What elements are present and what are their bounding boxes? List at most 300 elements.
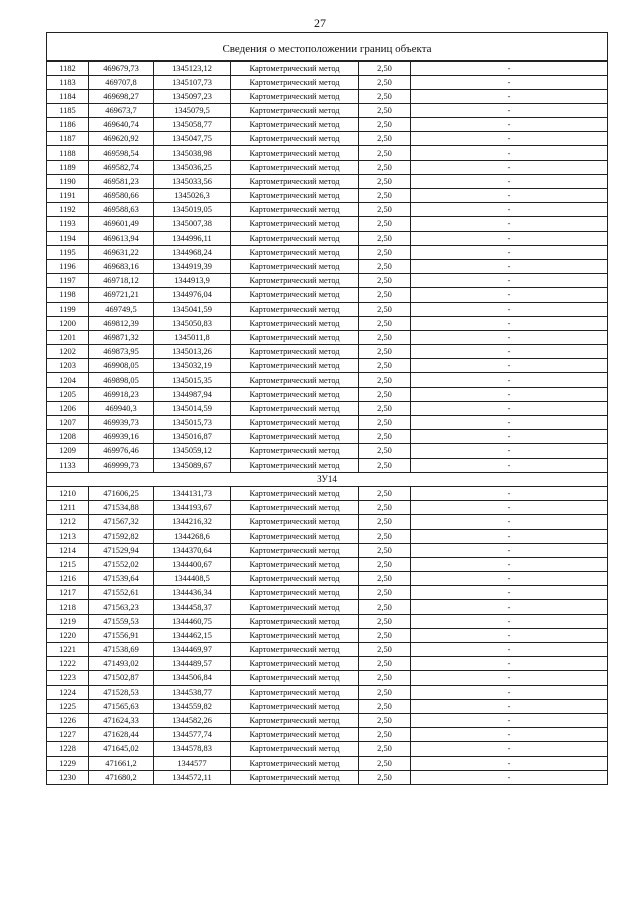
cell-method: Картометрический метод [231,444,359,458]
cell-description: - [411,75,608,89]
cell-point-number: 1224 [47,685,89,699]
cell-point-number: 1226 [47,713,89,727]
cell-method: Картометрический метод [231,288,359,302]
cell-method: Картометрический метод [231,430,359,444]
cell-coord-y: 1345026,3 [154,189,231,203]
cell-method: Картометрический метод [231,118,359,132]
cell-description: - [411,373,608,387]
cell-coord-x: 471528,53 [89,685,154,699]
cell-coord-y: 1344131,73 [154,486,231,500]
cell-point-number: 1199 [47,302,89,316]
cell-description: - [411,387,608,401]
table-row [47,401,608,415]
cell-method: Картометрический метод [231,728,359,742]
cell-accuracy: 2,50 [359,557,411,571]
cell-point-number: 1204 [47,373,89,387]
cell-accuracy: 2,50 [359,288,411,302]
table-title-row [47,33,608,61]
cell-description: - [411,671,608,685]
cell-description: - [411,103,608,117]
cell-point-number: 1202 [47,345,89,359]
section-row [47,472,608,486]
table-row [47,302,608,316]
cell-accuracy: 2,50 [359,586,411,600]
cell-point-number: 1201 [47,330,89,344]
cell-description: - [411,501,608,515]
cell-point-number: 1205 [47,387,89,401]
cell-description: - [411,245,608,259]
cell-description: - [411,643,608,657]
cell-coord-y: 1344913,9 [154,274,231,288]
cell-description: - [411,657,608,671]
cell-coord-y: 1344578,83 [154,742,231,756]
cell-coord-x: 471493,02 [89,657,154,671]
cell-accuracy: 2,50 [359,75,411,89]
cell-description: - [411,458,608,472]
cell-description: - [411,728,608,742]
table-row [47,217,608,231]
table-row [47,628,608,642]
cell-point-number: 1195 [47,245,89,259]
table-row [47,189,608,203]
cell-method: Картометрический метод [231,600,359,614]
cell-coord-y: 1345058,77 [154,118,231,132]
cell-coord-y: 1345013,26 [154,345,231,359]
cell-point-number: 1229 [47,756,89,770]
table-row [47,486,608,500]
cell-description: - [411,685,608,699]
cell-point-number: 1203 [47,359,89,373]
table-title: Сведения о местоположении границ объекта [222,42,432,55]
cell-description: - [411,89,608,103]
cell-accuracy: 2,50 [359,217,411,231]
cell-coord-x: 469721,21 [89,288,154,302]
cell-coord-y: 1345015,35 [154,373,231,387]
cell-method: Картометрический метод [231,699,359,713]
cell-accuracy: 2,50 [359,302,411,316]
cell-point-number: 1198 [47,288,89,302]
cell-accuracy: 2,50 [359,699,411,713]
cell-method: Картометрический метод [231,103,359,117]
cell-coord-y: 1345047,75 [154,132,231,146]
cell-accuracy: 2,50 [359,671,411,685]
cell-coord-x: 469640,74 [89,118,154,132]
cell-coord-y: 1344436,34 [154,586,231,600]
cell-coord-x: 469718,12 [89,274,154,288]
cell-point-number: 1221 [47,643,89,657]
cell-description: - [411,572,608,586]
cell-point-number: 1207 [47,416,89,430]
cell-coord-x: 469871,32 [89,330,154,344]
table-row [47,742,608,756]
table-row [47,61,608,76]
table-row [47,529,608,543]
cell-accuracy: 2,50 [359,742,411,756]
cell-description: - [411,742,608,756]
cell-accuracy: 2,50 [359,401,411,415]
cell-coord-y: 1344538,77 [154,685,231,699]
cell-point-number: 1219 [47,614,89,628]
cell-coord-y: 1345059,12 [154,444,231,458]
cell-description: - [411,713,608,727]
cell-coord-y: 1345123,12 [154,61,231,76]
cell-accuracy: 2,50 [359,614,411,628]
cell-coord-y: 1344572,11 [154,770,231,784]
cell-coord-y: 1344996,11 [154,231,231,245]
table-row [47,557,608,571]
table-row [47,614,608,628]
cell-point-number: 1220 [47,628,89,642]
cell-coord-x: 471552,61 [89,586,154,600]
cell-coord-x: 469898,05 [89,373,154,387]
table-title-cell [47,33,608,61]
cell-coord-x: 469580,66 [89,189,154,203]
cell-method: Картометрический метод [231,628,359,642]
cell-coord-y: 1344462,15 [154,628,231,642]
cell-coord-y: 1344408,5 [154,572,231,586]
cell-method: Картометрический метод [231,359,359,373]
cell-coord-x: 471534,88 [89,501,154,515]
table-row [47,132,608,146]
cell-accuracy: 2,50 [359,160,411,174]
cell-accuracy: 2,50 [359,529,411,543]
cell-point-number: 1216 [47,572,89,586]
cell-description: - [411,401,608,415]
page-number: 27 [314,16,326,30]
cell-method: Картометрический метод [231,586,359,600]
cell-coord-y: 1344506,84 [154,671,231,685]
cell-point-number: 1188 [47,146,89,160]
cell-point-number: 1228 [47,742,89,756]
cell-coord-y: 1344489,57 [154,657,231,671]
table-row [47,146,608,160]
table-row [47,756,608,770]
cell-description: - [411,430,608,444]
cell-method: Картометрический метод [231,373,359,387]
cell-accuracy: 2,50 [359,770,411,784]
cell-point-number: 1214 [47,543,89,557]
table-body [47,33,608,785]
cell-coord-y: 1344577,74 [154,728,231,742]
cell-method: Картометрический метод [231,671,359,685]
cell-coord-y: 1345089,67 [154,458,231,472]
table-row [47,174,608,188]
cell-coord-x: 469673,7 [89,103,154,117]
cell-description: - [411,699,608,713]
cell-accuracy: 2,50 [359,444,411,458]
cell-accuracy: 2,50 [359,572,411,586]
cell-point-number: 1200 [47,316,89,330]
cell-coord-x: 471592,82 [89,529,154,543]
cell-point-number: 1206 [47,401,89,415]
table-row [47,203,608,217]
cell-coord-x: 469582,74 [89,160,154,174]
cell-coord-y: 1344216,32 [154,515,231,529]
table-row [47,657,608,671]
cell-description: - [411,231,608,245]
cell-description: - [411,557,608,571]
cell-accuracy: 2,50 [359,486,411,500]
cell-accuracy: 2,50 [359,103,411,117]
cell-description: - [411,330,608,344]
cell-description: - [411,770,608,784]
cell-coord-y: 1344582,26 [154,713,231,727]
cell-coord-x: 469918,23 [89,387,154,401]
cell-coord-y: 1345097,23 [154,89,231,103]
cell-coord-x: 471538,69 [89,643,154,657]
cell-accuracy: 2,50 [359,416,411,430]
table-row [47,586,608,600]
cell-description: - [411,203,608,217]
cell-accuracy: 2,50 [359,430,411,444]
cell-description: - [411,259,608,273]
cell-method: Картометрический метод [231,756,359,770]
table-row [47,160,608,174]
table-row [47,288,608,302]
table-row [47,713,608,727]
section-label: ЗУ14 [47,472,608,486]
cell-point-number: 1194 [47,231,89,245]
cell-coord-x: 471559,53 [89,614,154,628]
cell-coord-x: 469698,27 [89,89,154,103]
cell-coord-y: 1345015,73 [154,416,231,430]
cell-method: Картометрический метод [231,75,359,89]
cell-accuracy: 2,50 [359,713,411,727]
cell-coord-y: 1344370,64 [154,543,231,557]
cell-point-number: 1213 [47,529,89,543]
cell-accuracy: 2,50 [359,600,411,614]
cell-coord-y: 1345019,05 [154,203,231,217]
cell-method: Картометрический метод [231,274,359,288]
cell-coord-x: 471556,91 [89,628,154,642]
cell-accuracy: 2,50 [359,231,411,245]
cell-coord-y: 1344400,67 [154,557,231,571]
cell-point-number: 1196 [47,259,89,273]
cell-point-number: 1183 [47,75,89,89]
cell-point-number: 1189 [47,160,89,174]
table-row [47,359,608,373]
table-row [47,75,608,89]
cell-method: Картометрический метод [231,685,359,699]
cell-method: Картометрический метод [231,387,359,401]
cell-method: Картометрический метод [231,330,359,344]
table-row [47,728,608,742]
cell-method: Картометрический метод [231,572,359,586]
cell-method: Картометрический метод [231,529,359,543]
cell-coord-x: 471645,02 [89,742,154,756]
table-row [47,118,608,132]
cell-description: - [411,614,608,628]
cell-method: Картометрический метод [231,245,359,259]
cell-accuracy: 2,50 [359,685,411,699]
cell-description: - [411,756,608,770]
cell-point-number: 1193 [47,217,89,231]
cell-coord-x: 471539,64 [89,572,154,586]
table-row [47,770,608,784]
cell-description: - [411,132,608,146]
cell-coord-x: 469620,92 [89,132,154,146]
cell-coord-x: 469581,23 [89,174,154,188]
cell-method: Картометрический метод [231,643,359,657]
cell-coord-y: 1344976,04 [154,288,231,302]
cell-description: - [411,189,608,203]
cell-coord-x: 471567,32 [89,515,154,529]
cell-accuracy: 2,50 [359,174,411,188]
cell-description: - [411,146,608,160]
cell-method: Картометрический метод [231,189,359,203]
cell-accuracy: 2,50 [359,387,411,401]
cell-method: Картометрический метод [231,174,359,188]
cell-point-number: 1212 [47,515,89,529]
cell-accuracy: 2,50 [359,515,411,529]
cell-description: - [411,600,608,614]
cell-method: Картометрический метод [231,401,359,415]
cell-coord-x: 471680,2 [89,770,154,784]
table-row [47,274,608,288]
cell-method: Картометрический метод [231,515,359,529]
cell-method: Картометрический метод [231,657,359,671]
cell-coord-x: 471552,02 [89,557,154,571]
cell-method: Картометрический метод [231,713,359,727]
cell-method: Картометрический метод [231,486,359,500]
cell-coord-y: 1345033,56 [154,174,231,188]
cell-coord-x: 471661,2 [89,756,154,770]
cell-method: Картометрический метод [231,259,359,273]
cell-accuracy: 2,50 [359,543,411,557]
cell-accuracy: 2,50 [359,330,411,344]
cell-accuracy: 2,50 [359,132,411,146]
cell-description: - [411,160,608,174]
table-row [47,572,608,586]
cell-accuracy: 2,50 [359,61,411,76]
cell-method: Картометрический метод [231,316,359,330]
cell-method: Картометрический метод [231,217,359,231]
cell-coord-x: 469598,54 [89,146,154,160]
cell-description: - [411,118,608,132]
cell-description: - [411,628,608,642]
cell-method: Картометрический метод [231,501,359,515]
cell-method: Картометрический метод [231,742,359,756]
cell-coord-y: 1344559,82 [154,699,231,713]
cell-description: - [411,359,608,373]
cell-accuracy: 2,50 [359,501,411,515]
cell-coord-y: 1345036,25 [154,160,231,174]
cell-description: - [411,529,608,543]
cell-coord-x: 469749,5 [89,302,154,316]
cell-coord-x: 471565,63 [89,699,154,713]
cell-coord-x: 469976,46 [89,444,154,458]
cell-point-number: 1227 [47,728,89,742]
table-row [47,430,608,444]
cell-method: Картометрический метод [231,770,359,784]
cell-coord-x: 469588,63 [89,203,154,217]
table-row [47,543,608,557]
table-row [47,245,608,259]
cell-point-number: 1210 [47,486,89,500]
table-row [47,387,608,401]
cell-description: - [411,416,608,430]
cell-accuracy: 2,50 [359,756,411,770]
cell-coord-x: 471606,25 [89,486,154,500]
cell-coord-y: 1344987,94 [154,387,231,401]
cell-coord-x: 469812,39 [89,316,154,330]
cell-description: - [411,586,608,600]
cell-coord-y: 1344193,67 [154,501,231,515]
cell-coord-x: 469707,8 [89,75,154,89]
cell-accuracy: 2,50 [359,628,411,642]
cell-method: Картометрический метод [231,543,359,557]
cell-coord-x: 469613,94 [89,231,154,245]
cell-method: Картометрический метод [231,89,359,103]
cell-method: Картометрический метод [231,458,359,472]
table-row [47,330,608,344]
cell-coord-x: 469908,05 [89,359,154,373]
cell-coord-x: 471628,44 [89,728,154,742]
cell-coord-x: 469679,73 [89,61,154,76]
cell-coord-x: 471502,87 [89,671,154,685]
cell-point-number: 1223 [47,671,89,685]
cell-description: - [411,217,608,231]
table-row [47,444,608,458]
cell-coord-y: 1344458,37 [154,600,231,614]
cell-coord-y: 1345032,19 [154,359,231,373]
cell-accuracy: 2,50 [359,146,411,160]
cell-point-number: 1187 [47,132,89,146]
cell-coord-y: 1345050,83 [154,316,231,330]
cell-accuracy: 2,50 [359,359,411,373]
cell-description: - [411,515,608,529]
cell-accuracy: 2,50 [359,274,411,288]
cell-point-number: 1184 [47,89,89,103]
boundary-coordinates-table [46,32,608,785]
cell-accuracy: 2,50 [359,189,411,203]
cell-coord-x: 469873,95 [89,345,154,359]
cell-method: Картометрический метод [231,132,359,146]
cell-description: - [411,288,608,302]
table-row [47,685,608,699]
cell-description: - [411,302,608,316]
cell-method: Картометрический метод [231,416,359,430]
cell-point-number: 1192 [47,203,89,217]
cell-point-number: 1209 [47,444,89,458]
table-row [47,89,608,103]
cell-method: Картометрический метод [231,345,359,359]
cell-accuracy: 2,50 [359,458,411,472]
cell-coord-y: 1345007,38 [154,217,231,231]
cell-point-number: 1182 [47,61,89,76]
cell-method: Картометрический метод [231,231,359,245]
cell-method: Картометрический метод [231,614,359,628]
cell-description: - [411,61,608,76]
cell-coord-x: 469601,49 [89,217,154,231]
cell-point-number: 1197 [47,274,89,288]
cell-coord-x: 469631,22 [89,245,154,259]
table-row [47,643,608,657]
cell-point-number: 1133 [47,458,89,472]
cell-description: - [411,174,608,188]
cell-accuracy: 2,50 [359,259,411,273]
cell-method: Картометрический метод [231,61,359,76]
cell-point-number: 1225 [47,699,89,713]
cell-coord-x: 469999,73 [89,458,154,472]
table-row [47,671,608,685]
cell-method: Картометрический метод [231,302,359,316]
cell-coord-y: 1345011,8 [154,330,231,344]
cell-coord-x: 469939,73 [89,416,154,430]
table-row [47,458,608,472]
cell-description: - [411,444,608,458]
cell-method: Картометрический метод [231,203,359,217]
